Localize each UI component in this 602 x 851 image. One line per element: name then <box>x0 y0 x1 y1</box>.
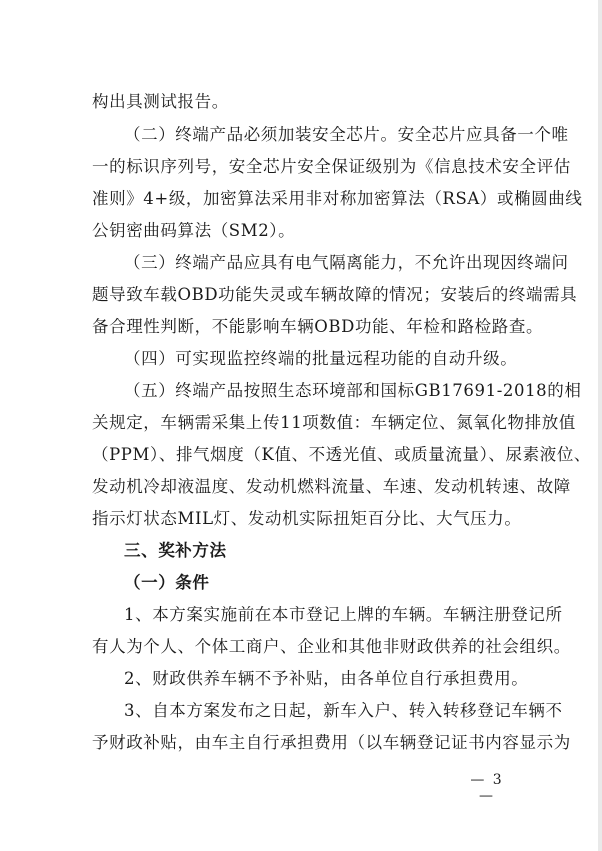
text-line: （PPM）、排气烟度（K值、不透光值、或质量流量）、尿素液位、 <box>92 445 592 464</box>
page-number: — 3 — <box>470 772 504 804</box>
text-line: 1、本方案实施前在本市登记上牌的车辆。车辆注册登记所 <box>124 605 563 624</box>
subsection-heading: （一）条件 <box>124 573 210 592</box>
text-line: 3、自本方案发布之日起，新车入户、转入转移登记车辆不 <box>124 701 563 720</box>
section-heading: 三、奖补方法 <box>124 541 227 560</box>
text-line: 构出具测试报告。 <box>92 92 229 111</box>
text-line: 2、财政供养车辆不予补贴，由各单位自行承担费用。 <box>124 669 529 688</box>
text-line: 一的标识序列号，安全芯片安全保证级别为《信息技术安全评估 <box>92 157 571 176</box>
text-line: 指示灯状态MIL灯、发动机实际扭矩百分比、大气压力。 <box>92 509 522 528</box>
text-line: 予财政补贴，由车主自行承担费用（以车辆登记证书内容显示为 <box>92 733 571 752</box>
text-line: 公钥密曲码算法（SM2）。 <box>92 221 296 240</box>
text-line: （四）可实现监控终端的批量远程功能的自动升级。 <box>124 349 518 368</box>
text-line: （五）终端产品按照生态环境部和国标GB17691-2018的相 <box>124 381 582 400</box>
text-line: 关规定，车辆需采集上传11项数值：车辆定位、氮氧化物排放值 <box>92 413 576 432</box>
text-line: 发动机冷却液温度、发动机燃料流量、车速、发动机转速、故障 <box>92 477 571 496</box>
text-line: 有人为个人、个体工商户、企业和其他非财政供养的社会组织。 <box>92 637 571 656</box>
text-line: 备合理性判断，不能影响车辆OBD功能、年检和路检路查。 <box>92 317 544 336</box>
text-line: （三）终端产品应具有电气隔离能力，不允许出现因终端问 <box>124 253 569 272</box>
scan-edge <box>598 0 602 851</box>
text-line: 准则》4+级，加密算法采用非对称加密算法（RSA）或椭圆曲线 <box>92 189 583 208</box>
text-line: （二）终端产品必须加装安全芯片。安全芯片应具备一个唯 <box>124 125 569 144</box>
text-line: 题导致车载OBD功能失灵或车辆故障的情况；安装后的终端需具 <box>92 285 578 304</box>
